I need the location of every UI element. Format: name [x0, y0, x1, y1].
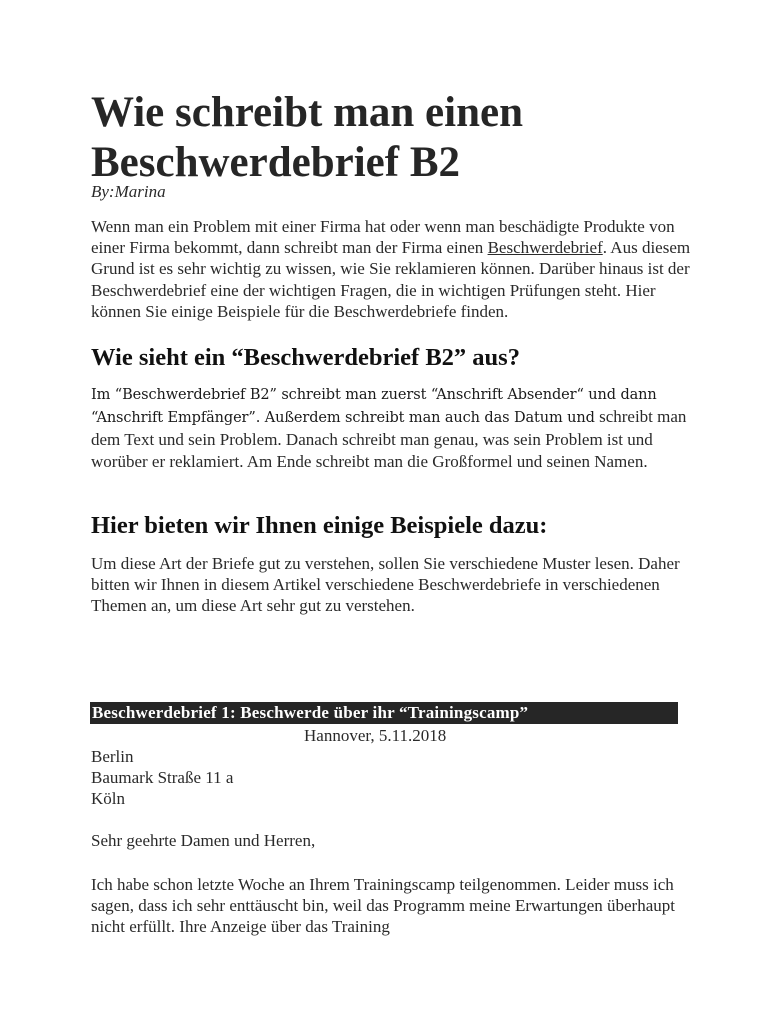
page-title: Wie schreibt man einen Beschwerdebrief B2: [91, 89, 523, 186]
address-line: Baumark Straße 11 a: [91, 768, 234, 787]
beschwerdebrief-link[interactable]: Beschwerdebrief: [487, 238, 603, 258]
address-line: Berlin: [91, 747, 134, 766]
intro-text-end: . Aus diesem Grund ist es sehr wichtig zu wissen, wie Sie reklamieren können. Darüber hinaus ist der Beschwerdebrief eine der wichtigen Fragen, die in wichtigen Prüfungen steht. Hier können Sie einige Beispiele für die Beschwerdebriefe finden.: [91, 238, 691, 321]
letter-salutation: Sehr geehrte Damen und Herren,: [91, 831, 316, 850]
intro-text-start: Wenn man ein Problem mit einer Firma hat oder wenn man beschädigte Produkte von einer Firma bekommt, dann schreibt man der Firma einen: [91, 217, 675, 258]
intro-paragraph: [91, 216, 691, 322]
section1-heading: Wie sieht ein “Beschwerdebrief B2” aus?: [91, 344, 520, 371]
section2-heading: Hier bieten wir Ihnen einige Beispiele dazu:: [91, 512, 548, 539]
section1-lead-text: Im “Beschwerdebrief B2” schreibt man zuerst “Anschrift Absender“ und dann “Anschrift Empfänger”. Außerdem schreibt man auch das Datum und: [91, 387, 657, 427]
letter-body: Ich habe schon letzte Woche an Ihrem Trainingscamp teilgenommen. Leider muss ich sagen, dass ich sehr enttäuscht bin, weil das Programm meine Erwartungen überhaupt nicht erfüllt. Ihre Anzeige über das Training: [91, 875, 675, 937]
section1-rest-text: schreibt man dem Text und sein Problem. Danach schreibt man genau, was sein Problem ist und worüber er reklamiert. Am Ende schreibt man die Großformel und seinen Namen.: [91, 407, 687, 471]
letter-date: Hannover, 5.11.2018: [304, 726, 447, 745]
section1-paragraph: [91, 383, 691, 472]
section2-paragraph: Um diese Art der Briefe gut zu verstehen, sollen Sie verschiedene Muster lesen. Daher bitten wir Ihnen in diesem Artikel verschiedene Beschwerdebriefe in verschiedenen Themen an, um diese Art sehr gut zu verstehen.: [91, 554, 680, 616]
author-byline: By:Marina: [91, 182, 166, 201]
address-line: Köln: [91, 789, 125, 808]
letter-banner: Beschwerdebrief 1: Beschwerde über ihr “Trainingscamp”: [90, 702, 678, 724]
